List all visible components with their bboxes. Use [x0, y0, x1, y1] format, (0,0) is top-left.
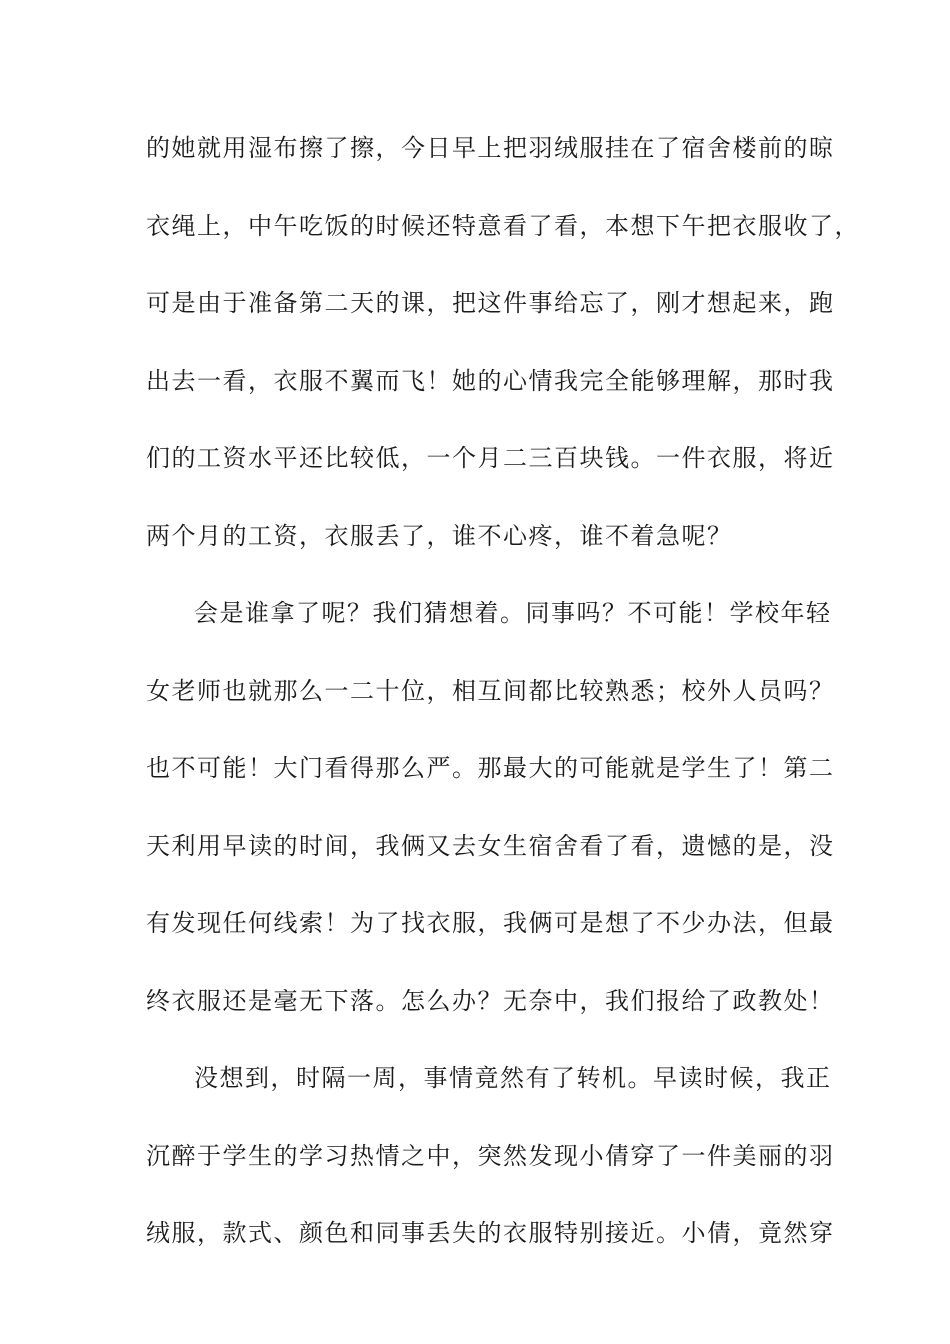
- document-body: [146, 126, 860, 1289]
- text-line: 有发现任何线索！为了找衣服，我俩可是想了不少办法，但最: [146, 909, 835, 937]
- text-line: 可是由于准备第二天的课，把这件事给忘了，刚才想起来，跑: [146, 289, 835, 317]
- paragraph-start-line: 会是谁拿了呢？我们猜想着。同事吗？不可能！学校年轻: [194, 599, 832, 627]
- text-line: 两个月的工资，衣服丢了，谁不心疼，谁不着急呢？: [146, 521, 733, 550]
- text-line: 衣绳上，中午吃饭的时候还特意看了看，本想下午把衣服收了，: [146, 211, 860, 240]
- text-line: 女老师也就那么一二十位，相互间都比较熟悉；校外人员吗？: [146, 676, 835, 705]
- text-line: 也不可能！大门看得那么严。那最大的可能就是学生了！第二: [146, 754, 835, 782]
- text-line: 出去一看，衣服不翼而飞！她的心情我完全能够理解，那时我: [146, 366, 835, 395]
- text-line: 天利用早读的时间，我俩又去女生宿舍看了看，遗憾的是，没: [146, 831, 835, 860]
- paragraph-start-line: 没想到，时隔一周，事情竟然有了转机。早读时候，我正: [194, 1064, 832, 1092]
- text-line: 的她就用湿布擦了擦，今日早上把羽绒服挂在了宿舍楼前的晾: [146, 134, 835, 162]
- text-line: 终衣服还是毫无下落。怎么办？无奈中，我们报给了政教处！: [146, 986, 835, 1015]
- text-line: 沉醉于学生的学习热情之中，突然发现小倩穿了一件美丽的羽: [146, 1141, 835, 1170]
- text-line: 们的工资水平还比较低，一个月二三百块钱。一件衣服，将近: [146, 444, 835, 472]
- text-line: 绒服，款式、颜色和同事丢失的衣服特别接近。小倩，竟然穿: [146, 1219, 835, 1247]
